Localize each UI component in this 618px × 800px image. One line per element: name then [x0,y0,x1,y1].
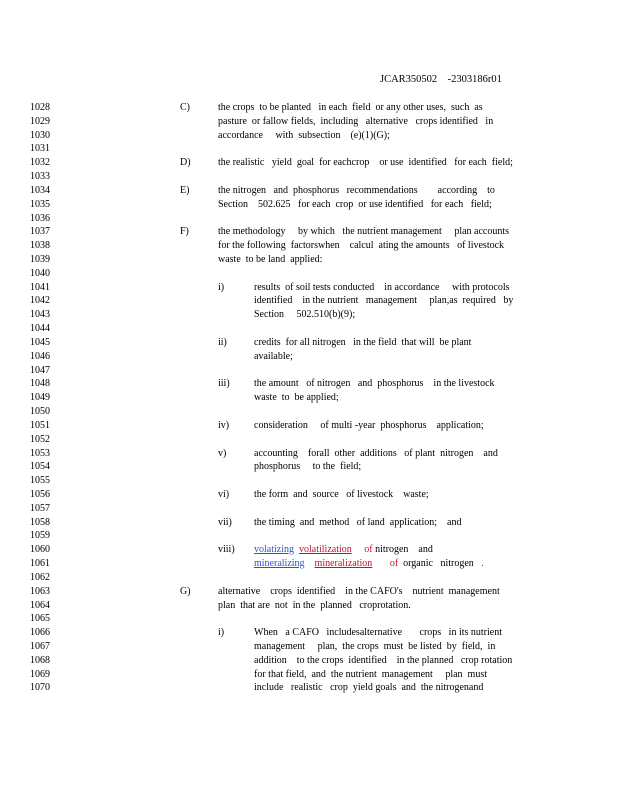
line-number: 1057 [30,502,50,514]
line-number: 1040 [30,267,50,279]
line-number: 1068 [30,654,50,666]
text-line [0,419,618,433]
text-line [0,502,618,516]
text-line [0,350,618,364]
text-line [0,377,618,391]
text-line [0,281,618,295]
tracked-change-text: . [481,558,484,570]
subitem-label: i) [218,627,225,639]
subitem-label: vii) [218,516,232,528]
line-text: Section 502.625 for each crop or use identified for each field; [218,198,492,210]
text-line [0,142,618,156]
text-line [0,170,618,184]
line-number: 1067 [30,640,50,652]
line-number: 1028 [30,102,50,113]
text-segment [372,558,390,569]
line-number: 1037 [30,226,50,238]
text-line [0,654,618,668]
line-number: 1029 [30,115,50,127]
line-text: results of soil tests conducted in accordance with protocols [254,281,510,293]
line-text: the nitrogen and phosphorus recommendations according to [218,184,495,196]
text-line [0,322,618,336]
text-line [0,626,618,640]
line-number: 1053 [30,447,50,459]
line-text: management plan, the crops must be listed by field, in [254,640,496,652]
text-line [0,239,618,253]
text-line [0,336,618,350]
line-number: 1063 [30,585,50,597]
text-line [0,599,618,613]
line-text: phosphorus to the field; [254,461,362,473]
line-number: 1062 [30,571,50,583]
document-header: JCAR350502 -2303186r01 [380,74,502,85]
line-text: the timing and method of land application; and [254,516,462,528]
text-line [0,460,618,474]
item-label: E) [180,184,190,196]
text-segment: nitrogen and [372,544,433,556]
text-line [0,391,618,405]
subitem-label: vi) [218,488,230,500]
tracked-deletion: volatilization [299,544,352,556]
line-number: 1051 [30,419,50,431]
line-number: 1049 [30,392,50,404]
line-text: the realistic yield goal for eachcrop or use identified for each field; [218,157,513,169]
text-line [0,101,618,115]
line-number: 1050 [30,406,50,418]
subitem-label: v) [218,447,227,459]
line-number: 1048 [30,378,50,390]
line-number: 1064 [30,599,50,611]
line-number: 1035 [30,198,50,210]
text-line [0,474,618,488]
line-number: 1043 [30,309,50,321]
text-line [0,115,618,129]
line-text: accordance with subsection (e)(1)(G); [218,129,390,141]
item-label: D) [180,157,191,169]
text-line [0,433,618,447]
text-line [0,184,618,198]
line-number: 1038 [30,240,50,252]
text-line [0,447,618,461]
subitem-label: viii) [218,544,235,556]
subitem-label: iii) [218,378,230,390]
text-line [0,668,618,682]
text-line [0,267,618,281]
subitem-label: i) [218,281,225,293]
line-text: identified in the nutrient management plan,as required by [254,295,514,307]
line-text: pasture or fallow fields, including alternative crops identified in [218,115,494,127]
line-number: 1061 [30,558,50,570]
line-text: alternative crops identified in the CAFO's nutrient management [218,585,500,597]
line-number: 1065 [30,613,50,625]
line-number: 1036 [30,212,50,224]
text-line [0,681,618,695]
text-line [0,557,618,571]
line-number: 1042 [30,295,50,307]
text-segment [305,558,315,569]
tracked-insertion: mineralizing [254,558,305,570]
text-line [0,529,618,543]
line-text [254,543,433,557]
line-number: 1058 [30,516,50,528]
tracked-change-text: of [364,544,373,556]
text-line [0,612,618,626]
text-line [0,156,618,170]
line-number: 1033 [30,171,50,183]
tracked-deletion: mineralization [314,558,373,570]
text-line [0,516,618,530]
line-number: 1052 [30,433,50,445]
text-line [0,253,618,267]
line-number: 1056 [30,488,50,500]
line-number: 1030 [30,129,50,141]
line-number: 1045 [30,336,50,348]
line-text: addition to the crops identified in the planned crop rotation [254,654,513,666]
line-text: the form and source of livestock waste; [254,488,429,500]
line-text: plan that are not in the planned croprotation. [218,599,411,611]
text-line [0,405,618,419]
text-line [0,294,618,308]
line-text: waste to be applied; [254,392,339,404]
line-text: When a CAFO includesalternative crops in its nutrient [254,627,503,639]
tracked-insertion: volatizing [254,544,294,556]
line-text: consideration of multi -year phosphorus application; [254,419,484,431]
subitem-label: ii) [218,336,227,348]
text-line [0,571,618,585]
line-text [254,557,484,571]
line-text: for the following factorswhen calcul ating the amounts of livestock [218,240,505,252]
line-text: credits for all nitrogen in the field that will be plant [254,336,472,348]
line-number: 1059 [30,530,50,542]
line-number: 1046 [30,350,50,362]
line-number: 1031 [30,143,50,155]
line-number: 1044 [30,323,50,335]
line-number: 1069 [30,668,50,680]
item-label: G) [180,585,191,597]
line-number: 1060 [30,544,50,556]
text-line [0,212,618,226]
text-line [0,488,618,502]
line-number: 1032 [30,157,50,169]
line-text: include realistic crop yield goals and the nitrogenand [254,682,484,694]
line-text: the crops to be planted in each field or any other uses, such as [218,102,483,113]
line-text: the methodology by which the nutrient management plan accounts [218,226,510,238]
text-line [0,364,618,378]
line-number: 1041 [30,281,50,293]
line-number: 1066 [30,627,50,639]
text-line [0,308,618,322]
line-number: 1055 [30,475,50,487]
text-line [0,640,618,654]
line-text: waste to be land applied: [218,254,323,266]
line-text: available; [254,350,293,362]
line-text: Section 502.510(b)(9); [254,309,356,321]
line-text: accounting forall other additions of plant nitrogen and [254,447,498,459]
line-number: 1054 [30,461,50,473]
tracked-change-text: of [389,558,399,570]
text-segment: organic nitrogen [398,558,482,570]
item-label: C) [180,102,190,113]
line-number: 1034 [30,184,50,196]
line-text: the amount of nitrogen and phosphorus in the livestock [254,378,495,390]
text-segment [352,544,365,555]
text-line [0,129,618,143]
text-line [0,543,618,557]
item-label: F) [180,226,189,238]
line-number: 1070 [30,682,50,694]
line-text: for that field, and the nutrient management plan must [254,668,487,680]
text-line [0,198,618,212]
line-number: 1039 [30,254,50,266]
text-line [0,585,618,599]
subitem-label: iv) [218,419,230,431]
text-line [0,225,618,239]
line-number: 1047 [30,364,50,376]
